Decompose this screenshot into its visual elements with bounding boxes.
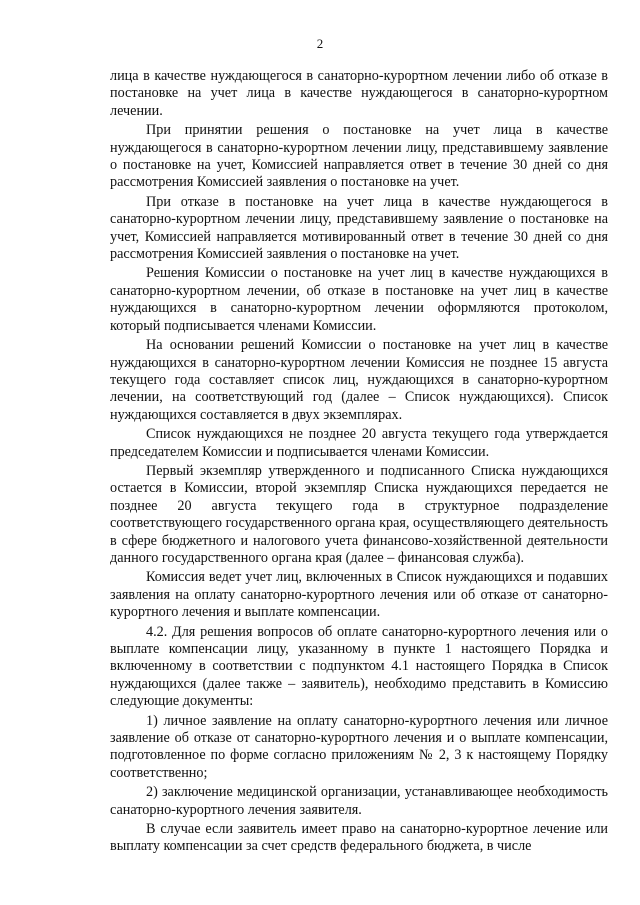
page-number: 2 [316,36,324,51]
paragraph: 4.2. Для решения вопросов об оплате санаторно-курортного лечения или о выплате компенсации лицу, указанному в пункте 1 настоящего Порядка и включенному в соответствии с подпунктом 4.1 настоящего Порядка в Список нуждающихся (далее также – заявитель), необходимо представить в Комиссию следующие документы: [110,623,608,710]
paragraph: При принятии решения о постановке на учет лица в качестве нуждающегося в санаторно-курортном лечении лицу, представившему заявление о постановке на учет, Комиссией направляется ответ в течение 30 дней со дня рассмотрения Комиссией заявления о постановке на учет. [110,122,608,191]
paragraph: На основании решений Комиссии о постановке на учет лиц в качестве нуждающихся в санаторно-курортном лечении Комиссия не позднее 15 августа текущего года составляет список лиц, нуждающихся в санаторно-курортном лечении, на соответствующий год (далее – Список нуждающихся). Список нуждающихся составляется в двух экземплярах. [110,337,608,423]
list-item: 1) личное заявление на оплату санаторно-курортного лечения или личное заявление об отказе от санаторно-курортного лечения и о выплате компенсации, подготовленное по форме согласно приложениям № 2, 3 к настоящему Порядку соответственно; [110,712,608,781]
paragraph: Первый экземпляр утвержденного и подписанного Списка нуждающихся остается в Комиссии, второй экземпляр Списка нуждающихся передается не позднее 20 августа текущего года в структурное подразделение соответствующего государственного органа края, осуществляющего деятельность в сфере бюджетного и налогового учета финансово-хозяйственной деятельности данного государственного органа края (далее – финансовая служба). [110,462,608,566]
document-body [110,68,608,858]
list-item: 2) заключение медицинской организации, устанавливающее необходимость санаторно-курортного лечения заявителя. [110,784,608,818]
paragraph: В случае если заявитель имеет право на санаторно-курортное лечение или выплату компенсации за счет средств федерального бюджета, в числе [110,821,608,855]
paragraph: Список нуждающихся не позднее 20 августа текущего года утверждается председателем Комиссии и подписывается членами Комиссии. [110,426,608,460]
paragraph: лица в качестве нуждающегося в санаторно-курортном лечении либо об отказе в постановке на учет лица в качестве нуждающегося в санаторно-курортном лечении. [110,68,608,119]
paragraph: При отказе в постановке на учет лица в качестве нуждающегося в санаторно-курортном лечении лицу, представившему заявление о постановке на учет, Комиссией направляется мотивированный ответ в течение 30 дней со дня рассмотрения Комиссией заявления о постановке на учет. [110,193,608,263]
paragraph: Решения Комиссии о постановке на учет лиц в качестве нуждающихся в санаторно-курортном лечении, об отказе в постановке на учет лиц в качестве нуждающихся в санаторно-курортном лечении оформляются протоколом, который подписывается членами Комиссии. [110,265,608,334]
paragraph: Комиссия ведет учет лиц, включенных в Список нуждающихся и подавших заявления на оплату санаторно-курортного лечения или об отказе от санаторно-курортного лечения и выплате компенсации. [110,569,608,621]
